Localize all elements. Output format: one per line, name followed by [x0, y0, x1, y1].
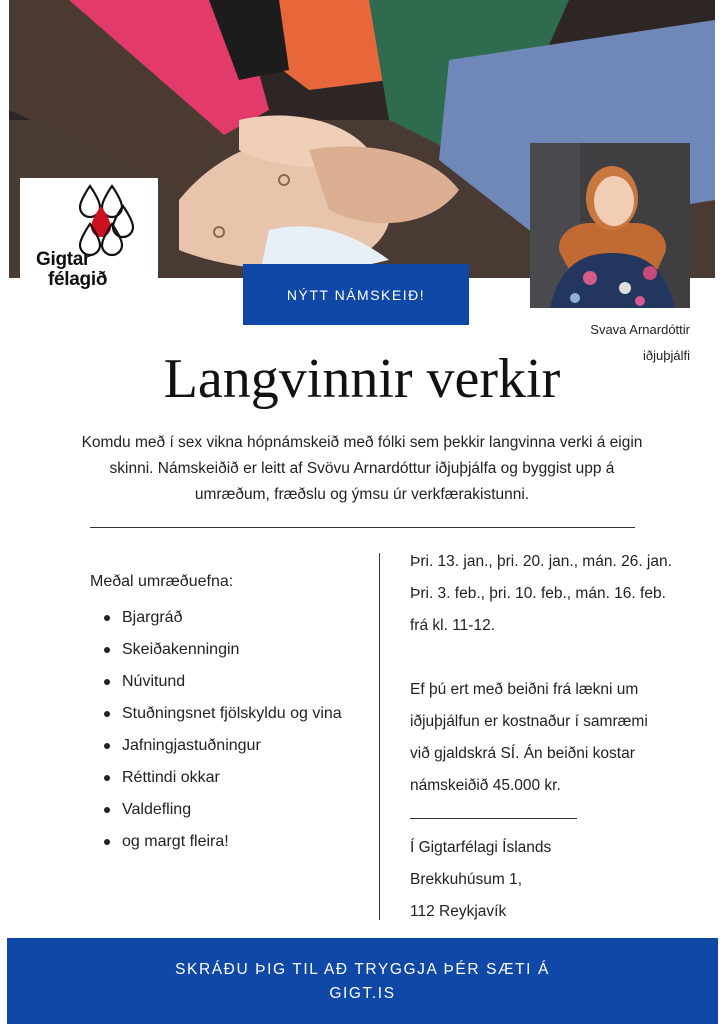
gigtarfelagid-logo: [20, 178, 158, 296]
schedule-line: Þri. 13. jan., þri. 20. jan., mán. 26. jan.: [410, 553, 672, 570]
bullet-icon: [104, 679, 110, 685]
list-item: [104, 730, 342, 762]
list-item: [104, 698, 342, 730]
footer-line1: SKRÁÐU ÞIG TIL AÐ TRYGGJA ÞÉR SÆTI Á: [175, 961, 550, 978]
page-title: Langvinnir verkir: [163, 348, 561, 410]
instructor-name: Svava Arnardóttir: [590, 322, 690, 337]
pricing-line: við gjaldskrá SÍ. Án beiðni kostar: [410, 745, 635, 762]
instructor-portrait: [530, 143, 690, 308]
topics-heading: Meðal umræðuefna:: [90, 573, 234, 590]
list-item-label: Núvitund: [122, 673, 186, 690]
location-line: Brekkuhúsum 1,: [410, 871, 522, 888]
list-item-label: Stuðningsnet fjölskyldu og vina: [122, 705, 342, 722]
list-item-label: Jafningjastuðningur: [122, 737, 261, 754]
divider-small: [410, 818, 577, 819]
bullet-icon: [104, 711, 110, 717]
intro-paragraph: Komdu með í sex vikna hópnámskeið með fólki sem þekkir langvinna verki á eigin skinni. Námskeiðið er leitt af Svövu Arnardóttur iðjuþjálfa og byggist upp á umræðum, fræðslu og ýmsu úr verkfærakistunni.: [81, 434, 643, 503]
instructor-role: iðjuþjálfi: [643, 348, 690, 363]
footer-link[interactable]: GIGT.IS: [329, 985, 396, 1002]
location-line: Í Gigtarfélagi Íslands: [410, 839, 552, 856]
list-item: [104, 762, 342, 794]
schedule-line: Þri. 3. feb., þri. 10. feb., mán. 16. feb.: [410, 585, 666, 602]
schedule-time: frá kl. 11-12.: [410, 617, 496, 634]
list-item: [104, 666, 342, 698]
pricing-line: námskeiðið 45.000 kr.: [410, 777, 561, 794]
location-info: [410, 832, 551, 928]
bullet-icon: [104, 775, 110, 781]
logo-text-line2: félagið: [48, 269, 108, 290]
schedule: [410, 546, 672, 642]
topics-list: [104, 602, 342, 858]
divider: [90, 527, 635, 528]
instructor-photo: [530, 143, 690, 308]
bullet-icon: [104, 647, 110, 653]
location-line: 112 Reykjavík: [410, 903, 507, 920]
list-item: [104, 826, 342, 858]
list-item-label: Bjargráð: [122, 609, 183, 626]
list-item: [104, 602, 342, 634]
column-divider: [379, 553, 380, 920]
new-course-badge: NÝTT NÁMSKEIÐ!: [243, 264, 469, 325]
list-item-label: Skeiðakenningin: [122, 641, 240, 658]
logo-text-line1: Gigtar: [36, 249, 91, 270]
list-item: [104, 794, 342, 826]
registration-footer[interactable]: [7, 938, 718, 1024]
drops-logo-icon: [20, 180, 158, 260]
bullet-icon: [104, 839, 110, 845]
bullet-icon: [104, 743, 110, 749]
bullet-icon: [104, 807, 110, 813]
list-item-label: og margt fleira!: [122, 833, 229, 850]
pricing-line: Ef þú ert með beiðni frá lækni um: [410, 681, 639, 698]
list-item-label: Réttindi okkar: [122, 769, 220, 786]
pricing-line: iðjuþjálfun er kostnaður í samræmi: [410, 713, 648, 730]
pricing-info: [410, 674, 648, 802]
list-item: [104, 634, 342, 666]
bullet-icon: [104, 615, 110, 621]
list-item-label: Valdefling: [122, 801, 192, 818]
